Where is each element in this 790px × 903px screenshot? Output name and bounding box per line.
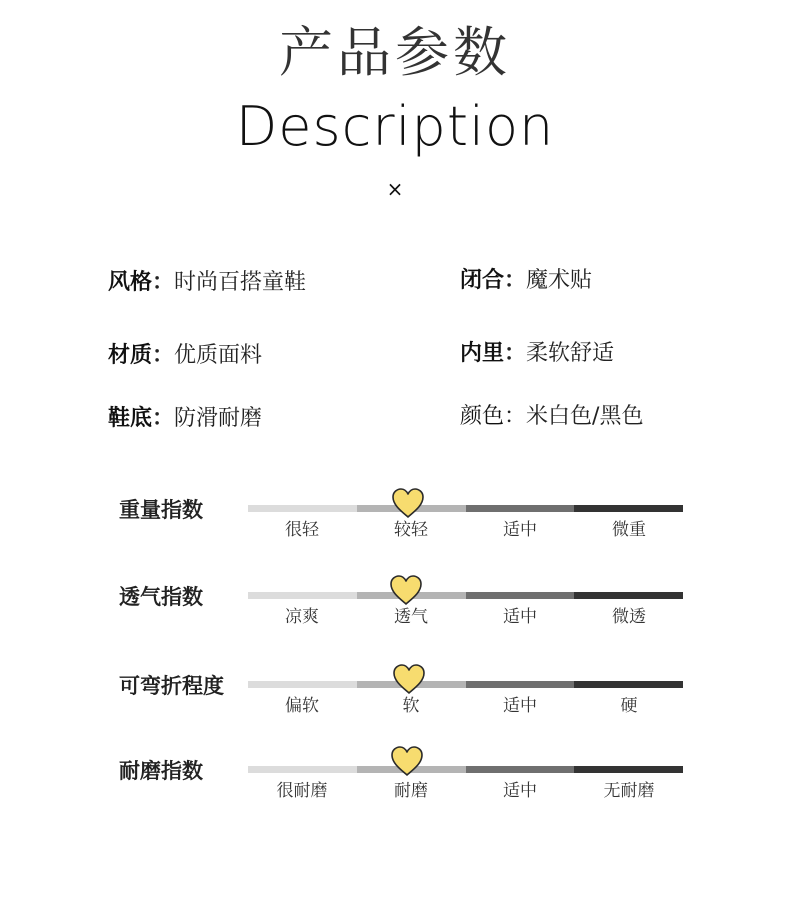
rating-tick: 微透: [612, 607, 646, 627]
param-color-key: 颜色: [460, 404, 505, 429]
rating-bar: [248, 681, 683, 688]
bar-segment: [466, 505, 575, 512]
param-sole-sep: ：: [152, 406, 175, 431]
bar-segment: [574, 766, 683, 773]
rating-tick: 较轻: [394, 520, 428, 540]
bar-segment: [248, 766, 357, 773]
rating-tick: 硬: [620, 696, 638, 716]
rating-bar: [248, 505, 683, 512]
rating-tick: 凉爽: [285, 607, 319, 627]
param-material-key: 材质: [108, 343, 153, 368]
bar-segment: [248, 681, 357, 688]
rating-label: 可弯折程度: [119, 674, 224, 698]
heart-icon: [391, 487, 425, 519]
bar-segment: [248, 592, 357, 599]
bar-segment: [466, 592, 575, 599]
param-style: [108, 268, 306, 298]
param-style-sep: ：: [152, 270, 175, 295]
rating-label: 透气指数: [119, 585, 203, 609]
param-color-value: 米白色/黑色: [526, 404, 644, 429]
page-title-cn: 产品参数: [279, 21, 511, 84]
heart-icon: [390, 745, 424, 777]
param-lining-sep: ：: [504, 341, 527, 366]
param-lining: [460, 339, 614, 369]
param-lining-value: 柔软舒适: [526, 341, 615, 366]
heart-icon: [392, 663, 426, 695]
rating-tick: 偏软: [285, 696, 319, 716]
close-icon: ×: [386, 177, 404, 201]
param-color-sep: ：: [504, 404, 527, 429]
rating-tick: 软: [402, 696, 420, 716]
rating-tick: 耐磨: [394, 781, 428, 801]
param-material-value: 优质面料: [174, 343, 263, 368]
param-sole: [108, 404, 262, 434]
bar-segment: [466, 681, 575, 688]
rating-tick: 适中: [503, 607, 537, 627]
rating-tick: 很轻: [285, 520, 319, 540]
bar-segment: [574, 681, 683, 688]
param-closure-key: 闭合: [460, 268, 505, 293]
param-closure: [460, 266, 592, 296]
rating-bar: [248, 766, 683, 773]
param-style-key: 风格: [108, 270, 153, 295]
rating-label: 耐磨指数: [119, 759, 203, 783]
param-sole-value: 防滑耐磨: [174, 406, 263, 431]
rating-tick: 透气: [394, 607, 428, 627]
rating-tick: 适中: [503, 781, 537, 801]
rating-tick: 很耐磨: [276, 781, 328, 801]
param-lining-key: 内里: [460, 341, 505, 366]
param-sole-key: 鞋底: [108, 406, 153, 431]
rating-tick: 适中: [503, 696, 537, 716]
bar-segment: [248, 505, 357, 512]
page-title-en: Description: [235, 95, 555, 158]
rating-bar: [248, 592, 683, 599]
rating-label: 重量指数: [119, 498, 203, 522]
heart-icon: [389, 574, 423, 606]
param-closure-sep: ：: [504, 268, 527, 293]
param-material-sep: ：: [152, 343, 175, 368]
param-style-value: 时尚百搭童鞋: [174, 270, 307, 295]
bar-segment: [574, 505, 683, 512]
param-color: [460, 402, 643, 432]
bar-segment: [466, 766, 575, 773]
bar-segment: [574, 592, 683, 599]
param-closure-value: 魔术贴: [526, 268, 593, 293]
rating-tick: 微重: [612, 520, 646, 540]
param-material: [108, 341, 262, 371]
rating-tick: 适中: [503, 520, 537, 540]
rating-tick: 无耐磨: [603, 781, 655, 801]
